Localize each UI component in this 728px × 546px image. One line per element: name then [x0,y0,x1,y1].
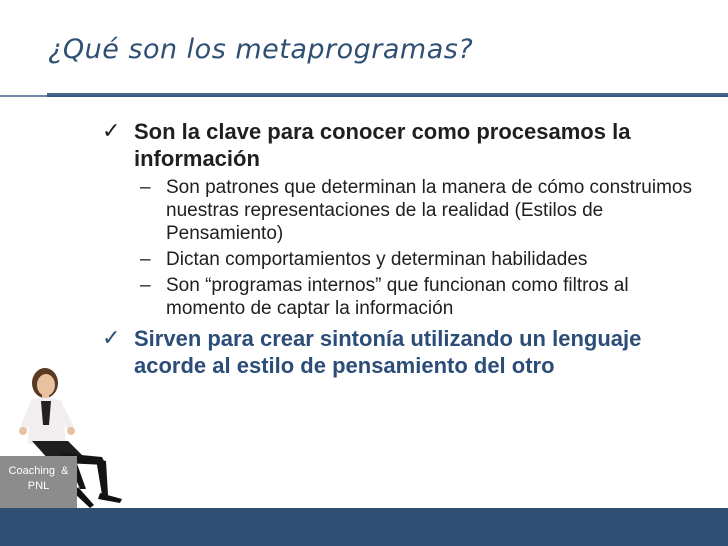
slide-content [100,118,710,379]
badge-line-2: PNL [27,480,50,492]
subitem-3-text: Son “programas internos” que funcionan como filtros al momento de captar la información [166,275,629,319]
checkmark-icon: ✓ [102,326,121,351]
subitem-2-text: Dictan comportamientos y determinan habilidades [166,249,588,270]
title-underline-left [0,95,47,97]
bottom-bar [0,508,728,546]
coaching-badge [0,456,77,508]
badge-line-1: Coaching & [8,465,69,477]
checkmark-icon: ✓ [102,119,121,144]
subitem-2: – Dictan comportamientos y determinan habilidades [140,249,588,270]
bullet-1-text: Son la clave para conocer como procesamos la información [134,119,631,171]
subitem-3: – Son “programas internos” que funcionan como filtros al momento de captar la información [140,275,629,319]
title-underline [47,93,728,97]
bullet-2 [100,325,710,379]
bullet-1-subitems [100,176,710,320]
subitem-1-text: Son patrones que determinan la manera de cómo construimos nuestras representaciones de la realidad (Estilos de Pensamiento) [166,177,692,244]
bullet-2-text: Sirven para crear sintonía utilizando un lenguaje acorde al estilo de pensamiento del otro [134,326,642,378]
bullet-1 [100,118,710,172]
subitem-1: – Son patrones que determinan la manera de cómo construimos nuestras representaciones de la realidad (Estilos de Pensamiento) [140,177,692,244]
slide-title: ¿Qué son los metaprogramas? [48,34,474,65]
